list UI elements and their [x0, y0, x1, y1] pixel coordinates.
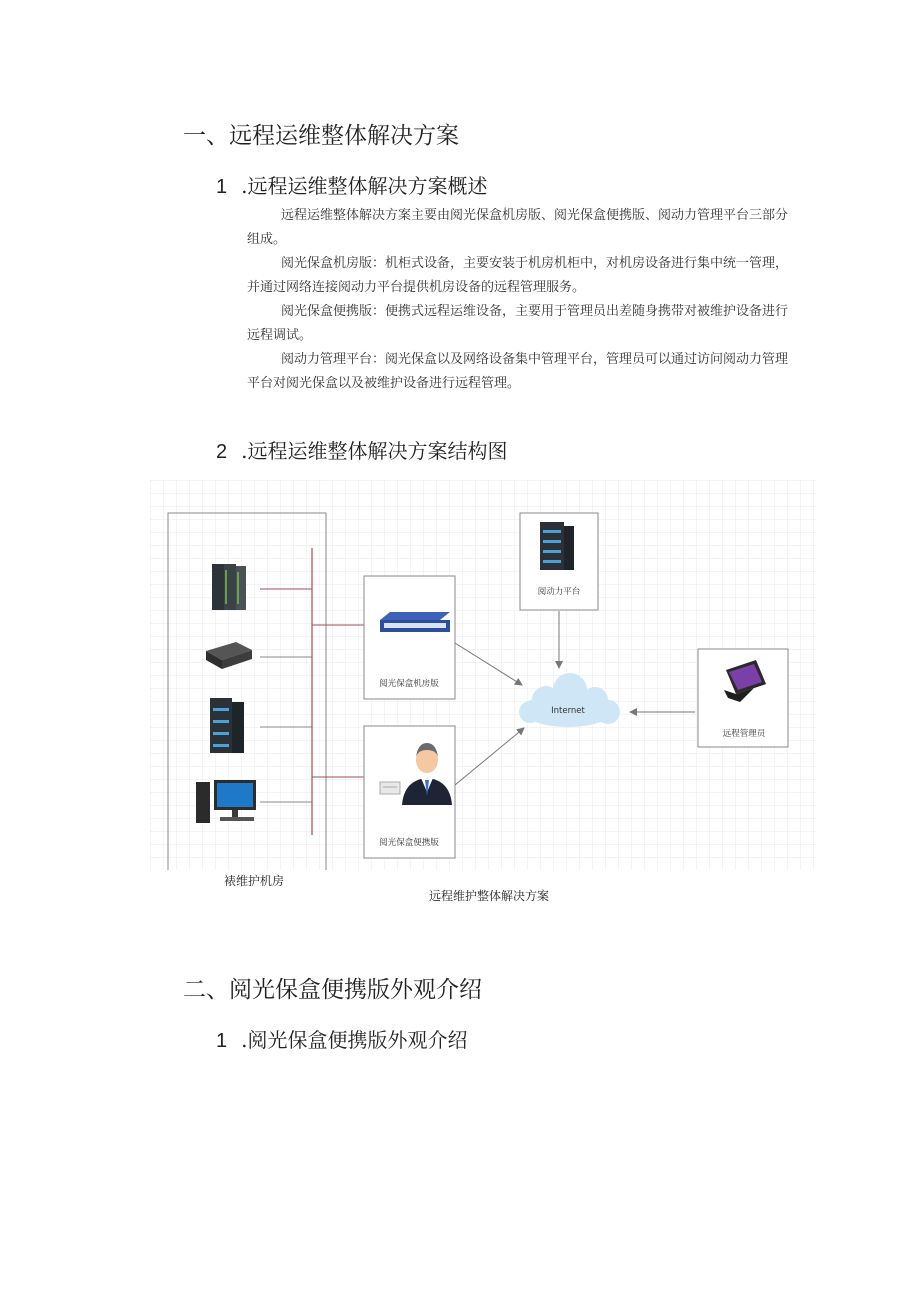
- overview-paragraph-3: 阅光保盒便携版：便携式远程运维设备，主要用于管理员出差随身携带对被维护设备进行远程调试。: [247, 304, 789, 343]
- section2-sub1-title: .阅光保盒便携版外观介绍: [241, 1028, 468, 1052]
- tower-server-icon: [210, 698, 244, 753]
- overview-paragraph-2: 阅光保盒机房版：机柜式设备，主要安装于机房机柜中，对机房设备进行集中统一管理，并通过网络连接阅动力平台提供机房设备的远程管理服务。: [247, 256, 789, 295]
- section2-sub1-number: 1: [216, 1030, 228, 1052]
- architecture-diagram-svg: [150, 480, 817, 870]
- platform-server-icon: [540, 522, 574, 570]
- portable-box-icon: [380, 782, 400, 794]
- admin-label: 远程管理员: [722, 729, 766, 739]
- overview-paragraph-1: 远程运维整体解决方案主要由阅光保盒机房版、阅光保盒便携版、阅动力管理平台三部分组成。: [247, 208, 789, 247]
- section1-sub2-title: .远程运维整体解决方案结构图: [241, 439, 508, 463]
- maintained-room-label: 裱维护机房: [224, 874, 285, 888]
- internet-label: Internet: [551, 706, 585, 716]
- section2-sub1-heading: [216, 1024, 467, 1053]
- overview-paragraph-4: 阅动力管理平台：阅光保盒以及网络设备集中管理平台，管理员可以通过访问阅动力管理平台对阅光保盒以及被维护设备进行远程管理。: [247, 352, 789, 391]
- platform-label: 阅动力平台: [537, 587, 581, 597]
- section1-sub1-title: .远程运维整体解决方案概述: [241, 174, 488, 198]
- section1-heading: 一、远程运维整体解决方案: [183, 123, 459, 149]
- portable-box-label: 阅光保盒便携版: [379, 838, 439, 848]
- section1-sub2-number: 2: [216, 441, 228, 463]
- network-switch-icon: [380, 612, 450, 632]
- diagram-caption: 远程维护整体解决方案: [429, 889, 550, 903]
- room-box-label: 阅光保盒机房版: [379, 679, 439, 689]
- section2-heading: 二、阅光保盒便携版外观介绍: [183, 977, 482, 1003]
- section1-sub1-heading: [216, 170, 487, 199]
- section1-sub1-number: 1: [216, 176, 228, 198]
- section1-sub2-heading: [216, 435, 507, 464]
- architecture-diagram: [150, 480, 817, 870]
- rack-server-icon: [212, 564, 246, 610]
